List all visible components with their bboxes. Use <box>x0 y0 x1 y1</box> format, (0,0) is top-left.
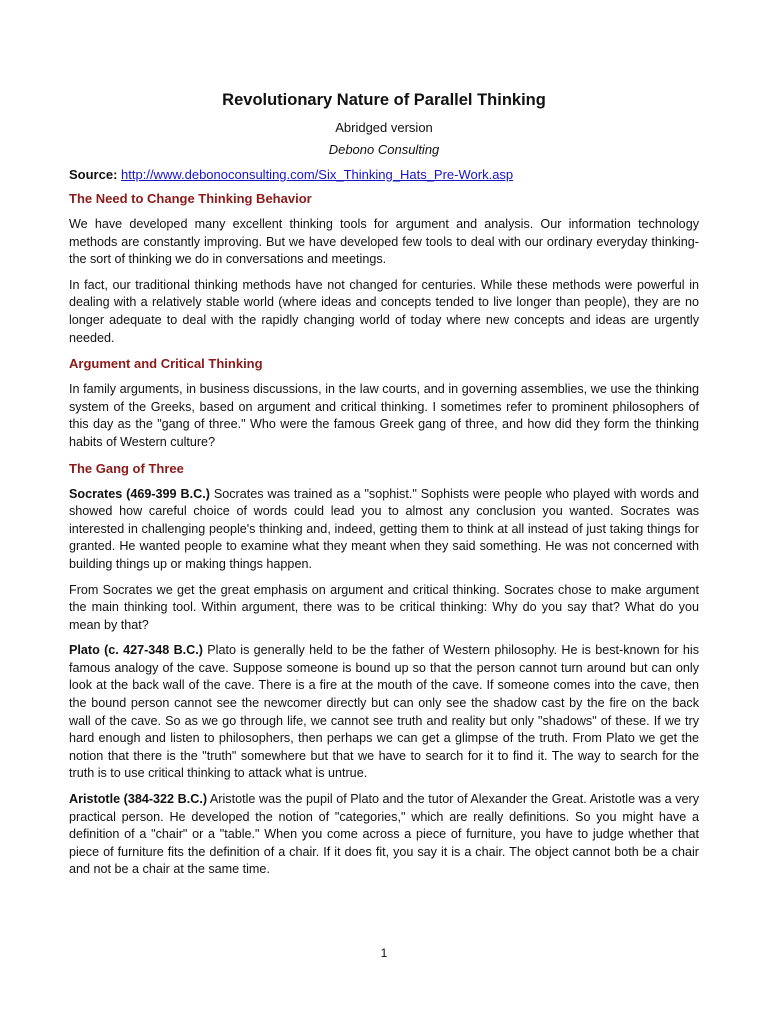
paragraph-plato <box>69 642 699 783</box>
page-number: 1 <box>380 946 388 960</box>
aristotle-name: Aristotle (384-322 B.C.) <box>69 792 208 807</box>
document-title: Revolutionary Nature of Parallel Thinking <box>222 91 546 109</box>
plato-text: Plato is generally held to be the father of Western philosophy. He is best-known for his famous analogy of the cave. Suppose someone is bound up so that the person cannot turn around but can only look at the back wall of the cave. There is a fire at the mouth of the cave. If someone comes into the cave, then the bound person cannot see the newcomer directly but can only see the shadow cast by the fire on the back wall of the cave. So as we go through life, we cannot see truth and reality but only "shadows" of these. If we try hard enough and listen to philosophers, then perhaps we can get a glimpse of the truth. From Plato we get the notion that there is the "truth" somewhere but that we have to search for it to find it. The way to search for the truth is to use critical thinking to attack what is untrue. <box>69 643 699 781</box>
paragraph-socrates-2: From Socrates we get the great emphasis on argument and critical thinking. Socrates chose to make argument the main thinking tool. Within argument, there was to be critical thinking: Why do you say that? What do you mean by that? <box>69 582 699 632</box>
paragraph-socrates <box>69 486 699 574</box>
socrates-text: Socrates was trained as a "sophist." Sophists were people who played with words and showed how careful choice of words could lead you to almost any conclusion you wanted. Socrates was interested in challenging people's thinking and, indeed, getting them to think at all instead of just taking things for granted. He wanted people to examine what they meant when they said something. He was not concerned with building things up or making things happen. <box>69 486 699 571</box>
section-heading-need: The Need to Change Thinking Behavior <box>69 191 312 206</box>
section-heading-gang: The Gang of Three <box>69 460 184 476</box>
socrates-name: Socrates (469-399 B.C.) <box>69 486 210 501</box>
aristotle-text: Aristotle was the pupil of Plato and the tutor of Alexander the Great. Aristotle was a very practical person. He developed the notion of "categories," which are really definitions. So you might have a definition of a "chair" or a "table." When you come across a piece of furniture, you have to judge whether that piece of furniture fits the definition of a chair. If it does fit, you say it is a chair. The object cannot both be a chair and not be a chair at the same time. <box>69 792 700 877</box>
source-line <box>69 166 699 184</box>
document-page <box>69 90 699 887</box>
plato-name: Plato (c. 427-348 B.C.) <box>69 643 203 658</box>
paragraph-need-2: In fact, our traditional thinking methods have not changed for centuries. While these methods were powerful in dealing with a relatively stable world (where ideas and concepts tended to live longer than people), they are no longer adequate to deal with the rapidly changing world of today where new concepts and ideas are urgently needed. <box>69 277 699 345</box>
paragraph-aristotle <box>69 791 699 879</box>
section-heading-argument: Argument and Critical Thinking <box>69 356 263 372</box>
organization-name: Debono Consulting <box>328 142 440 157</box>
paragraph-need-1: We have developed many excellent thinking tools for argument and analysis. Our information technology methods are constantly improving. But we have developed few tools to deal with our ordinary everyday thinking-the sort of thinking we do in conversations and meetings. <box>69 217 699 267</box>
source-label: Source: <box>69 167 118 182</box>
document-subtitle: Abridged version <box>335 120 433 135</box>
source-link[interactable]: http://www.debonoconsulting.com/Six_Thinking_Hats_Pre-Work.asp <box>121 167 514 182</box>
paragraph-argument-1: In family arguments, in business discussions, in the law courts, and in governing assemblies, we use the thinking system of the Greeks, based on argument and critical thinking. I sometimes refer to prominent philosophers of this day as the "gang of three." Who were the famous Greek gang of three, and how did they form the thinking habits of Western culture? <box>69 382 699 449</box>
